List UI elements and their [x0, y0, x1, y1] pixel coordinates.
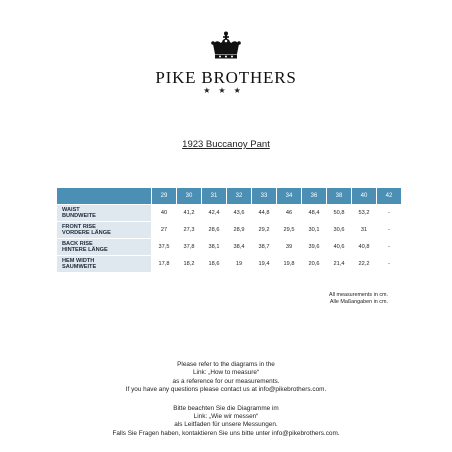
table-cell: 41,2 [177, 205, 201, 221]
footer-line: as a reference for our measurements. [172, 377, 280, 385]
size-header-row [57, 188, 401, 204]
size-header-corner [57, 188, 151, 204]
table-cell: 40,8 [352, 239, 376, 255]
footer-line: Please refer to the diagrams in the [177, 361, 275, 368]
table-cell: - [377, 256, 401, 272]
table-cell: 18,2 [177, 256, 201, 272]
size-header: 34 [277, 188, 301, 204]
table-cell: 28,9 [227, 222, 251, 238]
size-header: 32 [227, 188, 251, 204]
table-cell: 53,2 [352, 205, 376, 221]
table-cell: 39 [277, 239, 301, 255]
contact-line[interactable]: Falls Sie Fragen haben, kontaktieren Sie uns bitte unter info@pikebrothers.com. [112, 429, 340, 437]
table-cell: - [377, 222, 401, 238]
measurement-note [329, 292, 388, 306]
table-row [57, 256, 401, 272]
footer-notes [0, 361, 452, 438]
table-cell: 44,8 [252, 205, 276, 221]
product-title: 1923 Buccanoy Pant [182, 139, 270, 150]
table-cell: 28,6 [202, 222, 226, 238]
how-to-measure-link[interactable]: Link: „How to measure“ [192, 369, 260, 377]
table-row [57, 239, 401, 255]
table-cell: 38,1 [202, 239, 226, 255]
footer-spacer [0, 395, 452, 405]
table-row [57, 205, 401, 221]
table-cell: 27 [152, 222, 176, 238]
size-header: 30 [177, 188, 201, 204]
contact-line[interactable]: If you have any questions please contact us at info@pikebrothers.com. [125, 386, 327, 394]
logo [0, 30, 452, 64]
brand-stars: ★★★ [203, 86, 249, 95]
crown-icon [209, 30, 243, 64]
table-cell: 39,6 [302, 239, 326, 255]
size-header: 33 [252, 188, 276, 204]
size-header: 36 [302, 188, 326, 204]
table-cell: 22,2 [352, 256, 376, 272]
table-cell: 38,4 [227, 239, 251, 255]
table-cell: 20,6 [302, 256, 326, 272]
size-table [56, 187, 402, 273]
size-header: 29 [152, 188, 176, 204]
size-header: 31 [202, 188, 226, 204]
table-cell: 38,7 [252, 239, 276, 255]
footer-line: als Leitfaden für unsere Messungen. [174, 421, 278, 429]
wie-wir-messen-link[interactable]: Link: „Wie wir messen“ [193, 413, 259, 421]
table-cell: 17,8 [152, 256, 176, 272]
footer-line: Bitte beachten Sie die Diagramme im [173, 404, 279, 412]
table-cell: 19 [227, 256, 251, 272]
table-row [57, 222, 401, 238]
table-cell: 37,5 [152, 239, 176, 255]
measurement-note-en: All measurements in cm. [328, 292, 388, 298]
table-cell: 18,6 [202, 256, 226, 272]
table-cell: 48,4 [302, 205, 326, 221]
row-label: FRONT RISE VORDERE LÄNGE [57, 222, 151, 238]
row-label: BACK RISE HINTERE LÄNGE [57, 239, 151, 255]
table-cell: 46 [277, 205, 301, 221]
table-cell: 19,8 [277, 256, 301, 272]
table-cell: 50,8 [327, 205, 351, 221]
table-cell: 30,1 [302, 222, 326, 238]
table-cell: 29,5 [277, 222, 301, 238]
table-cell: 30,6 [327, 222, 351, 238]
table-cell: 19,4 [252, 256, 276, 272]
measurement-note-de: Alle Maßangaben in cm. [329, 299, 388, 305]
table-cell: 43,6 [227, 205, 251, 221]
size-header: 40 [352, 188, 376, 204]
row-label: HEM WIDTH SAUMWEITE [57, 256, 151, 272]
table-cell: - [377, 205, 401, 221]
brand-name: PIKE BROTHERS [155, 68, 297, 87]
table-cell: 21,4 [327, 256, 351, 272]
table-cell: 42,4 [202, 205, 226, 221]
table-cell: 40 [152, 205, 176, 221]
table-cell: 40,6 [327, 239, 351, 255]
table-cell: 37,8 [177, 239, 201, 255]
table-cell: 31 [352, 222, 376, 238]
row-label: WAIST BUNDWEITE [57, 205, 151, 221]
table-cell: 27,3 [177, 222, 201, 238]
table-cell: 29,2 [252, 222, 276, 238]
table-cell: - [377, 239, 401, 255]
size-header: 42 [377, 188, 401, 204]
size-header: 38 [327, 188, 351, 204]
